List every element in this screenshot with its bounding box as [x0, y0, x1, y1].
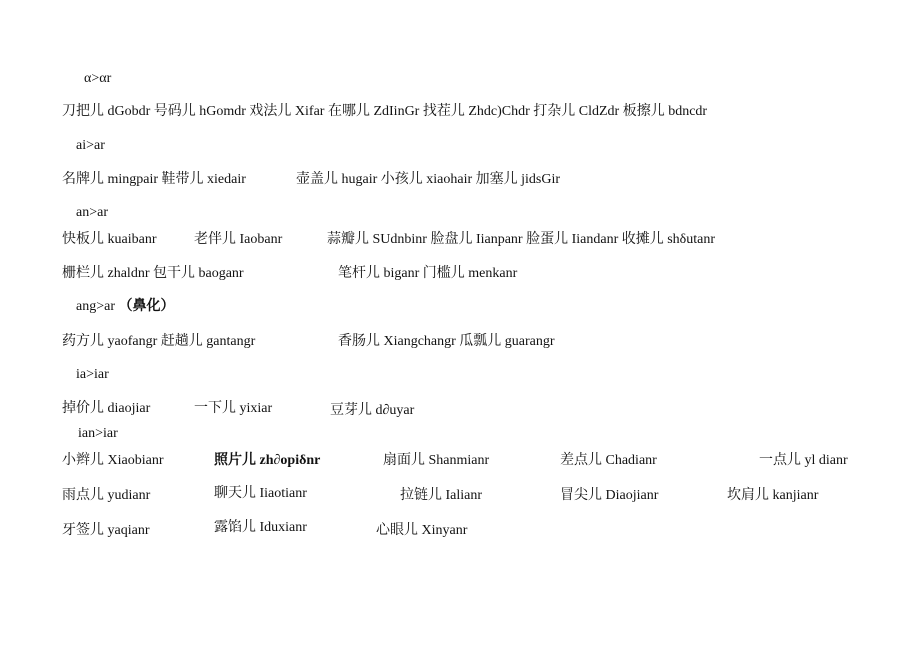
item-an-1: 快板儿 kuaibanr: [62, 232, 157, 247]
item-ian-6: 雨点儿 yudianr: [62, 488, 151, 503]
item-ang-2: 香肠儿 Xiangchangr 瓜瓢儿 guarangr: [338, 334, 555, 349]
item-ia-2: 一下儿 yixiar: [194, 401, 273, 416]
item-an-5: 笔杆儿 biganr 门槛儿 menkanr: [338, 266, 518, 281]
item-ian-7: 聊天儿 Iiaotianr: [214, 486, 307, 501]
item-ian-5: 一点儿 yl dianr: [759, 453, 848, 468]
heading-an-ar: an>ar: [76, 205, 108, 220]
item-ia-3: 豆芽儿 d∂uyar: [330, 403, 415, 418]
item-ian-13: 心眼儿 Xinyanr: [376, 523, 468, 538]
heading-ian-iar: ian>iar: [78, 426, 118, 441]
heading-a-ar: α>αr: [84, 71, 112, 86]
item-ian-4: 差点儿 Chadianr: [560, 453, 657, 468]
item-ai-1: 名牌儿 mingpair 鞋带儿 xiedair: [62, 172, 246, 187]
item-ian-1: 小辫儿 Xiaobianr: [62, 453, 164, 468]
item-ian-11: 牙签儿 yaqianr: [62, 523, 150, 538]
heading-ang-ar-note: （鼻化）: [118, 299, 175, 314]
heading-ia-iar: ia>iar: [76, 367, 109, 382]
item-an-4: 栅栏儿 zhaldnr 包干儿 baoganr: [62, 266, 244, 281]
item-ian-9: 冒尖儿 Diaojianr: [560, 488, 659, 503]
item-ian-12: 露馅儿 Iduxianr: [214, 520, 307, 535]
item-ia-1: 掉价儿 diaojiar: [62, 401, 151, 416]
item-ai-2: 壶盖儿 hugair 小孩儿 xiaohair 加塞儿 jidsGir: [296, 172, 561, 187]
item-ian-2: 照片儿 zh∂opiδnr: [214, 453, 321, 468]
item-ang-1: 药方儿 yaofangr 赶趟儿 gantangr: [62, 334, 256, 349]
item-an-2: 老伴儿 Iaobanr: [194, 232, 283, 247]
item-ian-10: 坎肩儿 kanjianr: [727, 488, 819, 503]
heading-ai-ar: ai>ar: [76, 138, 105, 153]
line-a-ar-1: 刀把儿 dGobdr 号码儿 hGomdr 戏法儿 Xifar 在哪儿 ZdIinGr 找茬儿 Zhdc)Chdr 打杂儿 CldZdr 板擦儿 bdncdr: [62, 104, 708, 119]
heading-ang-ar-text: ang>ar: [76, 299, 115, 314]
item-an-3: 蒜瓣儿 SUdnbinr 脸盘儿 Iianpanr 脸蛋儿 Iiandanr 收摊儿 shδutanr: [327, 232, 716, 247]
item-ian-8: 拉链儿 Ialianr: [400, 488, 483, 503]
item-ian-3: 扇面儿 Shanmianr: [383, 453, 490, 468]
heading-ang-ar: [76, 298, 175, 316]
